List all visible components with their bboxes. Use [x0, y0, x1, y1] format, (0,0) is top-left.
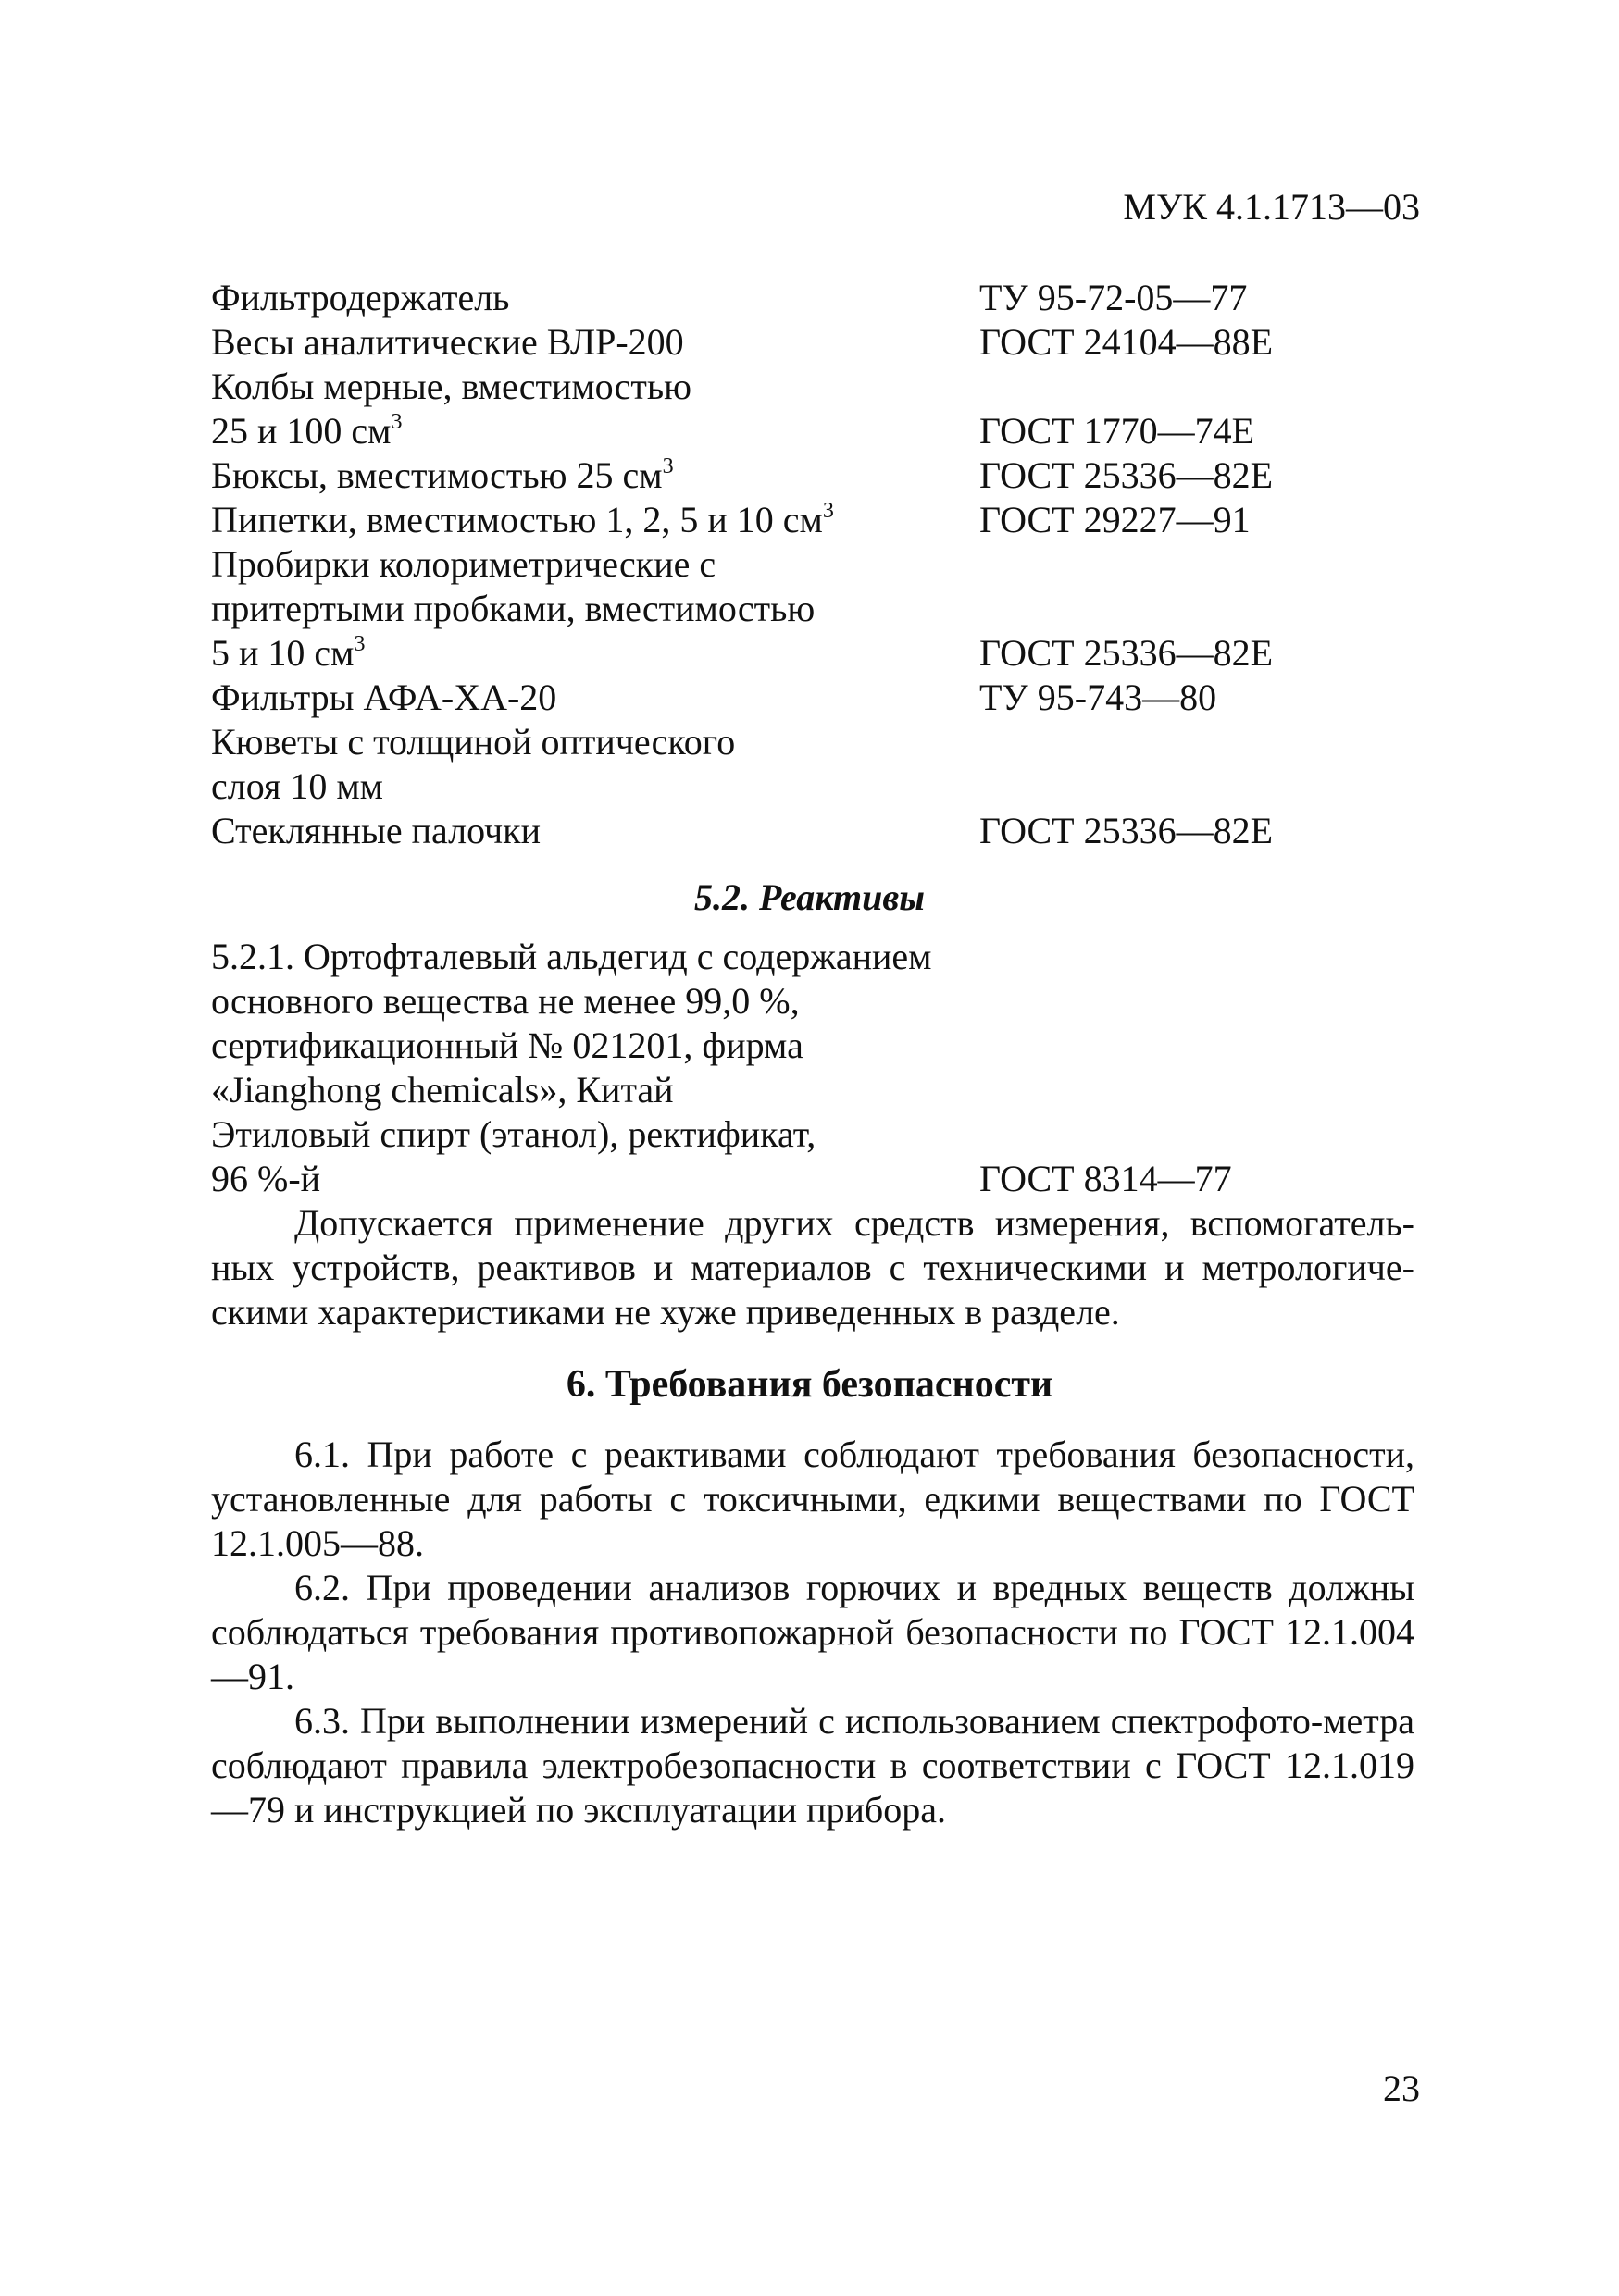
- equipment-standard: ТУ 95-72-05—77: [979, 277, 1248, 318]
- superscript: 3: [822, 499, 834, 523]
- equipment-name: Пробирки колориметрические с: [211, 543, 716, 585]
- safety-paragraph-3: 6.3. При выполнении измерений с использованием спектрофото-метра соблюдают правила электробезопасности в соответствии с ГОСТ 12.1.019—79 и инструкцией по эксплуатации прибора.: [211, 1700, 1414, 1831]
- equipment-row: [211, 542, 1414, 587]
- equipment-name: слоя 10 мм: [211, 765, 383, 807]
- equipment-standard: ТУ 95-743—80: [979, 676, 1217, 718]
- reagent-row: [211, 1157, 1414, 1201]
- page-number: 23: [1383, 2067, 1420, 2109]
- equipment-row: [211, 409, 1414, 453]
- equipment-name: 25 и 100 $см^3$: [211, 410, 403, 452]
- equipment-row: [211, 365, 1414, 409]
- equipment-row: [211, 320, 1414, 365]
- equipment-standard: ГОСТ 25336—82Е: [979, 454, 1274, 496]
- equipment-row: [211, 809, 1414, 853]
- section-heading-safety: 6. Требования безопасности: [566, 1363, 1053, 1406]
- equipment-name: 5 и 10 $см^3$: [211, 632, 366, 674]
- equipment-name: Колбы мерные, вместимостью: [211, 366, 692, 407]
- reagent-row: [211, 979, 1414, 1024]
- equipment-standard: ГОСТ 25336—82Е: [979, 810, 1274, 851]
- equipment-name: Весы аналитические ВЛР-200: [211, 321, 684, 363]
- equipment-row: [211, 498, 1414, 542]
- reagent-name: сертификационный № 021201, фирма: [211, 1024, 803, 1066]
- equipment-row: [211, 676, 1414, 720]
- equipment-row: [211, 276, 1414, 320]
- equipment-name: Стеклянные палочки: [211, 810, 542, 851]
- reagent-name: 5.2.1. Ортофталевый альдегид с содержанием: [211, 936, 932, 977]
- reagent-name: «Jianghong chemicals», Китай: [211, 1069, 674, 1111]
- reagent-name: 96 %-й: [211, 1158, 321, 1199]
- equipment-name: Кюветы с толщиной оптического: [211, 721, 736, 763]
- reagent-standard: ГОСТ 8314—77: [979, 1158, 1232, 1199]
- superscript: 3: [662, 454, 674, 478]
- equipment-standard: ГОСТ 29227—91: [979, 499, 1251, 540]
- reagent-row: [211, 1112, 1414, 1157]
- safety-paragraph-1: 6.1. При работе с реактивами соблюдают требования безопасности, установленные для работы с токсичными, едкими веществами по ГОСТ 12.1.005—88.: [211, 1433, 1414, 1564]
- reagent-row: [211, 1024, 1414, 1068]
- equipment-row: [211, 764, 1414, 809]
- equipment-name: Бюксы, вместимостью 25 $см^3$: [211, 454, 674, 496]
- equipment-row: [211, 720, 1414, 764]
- equipment-list: [211, 276, 1414, 853]
- reagents-list: [211, 935, 1414, 1201]
- equipment-name: Пипетки, вместимостью 1, 2, 5 и 10 $см^3$: [211, 499, 834, 540]
- equipment-standard: ГОСТ 24104—88Е: [979, 321, 1274, 363]
- page-header: МУК 4.1.1713—03: [1123, 186, 1420, 228]
- subsection-heading-reagents: 5.2. Реактивы: [694, 876, 925, 918]
- reagent-name: основного вещества не менее 99,0 %,: [211, 980, 800, 1022]
- safety-paragraph-2: 6.2. При проведении анализов горючих и вредных веществ должны соблюдаться требования противопожарной безопасности по ГОСТ 12.1.004—91.: [211, 1567, 1414, 1697]
- substitution-note: Допускается применение других средств измерения, вспомогатель-ных устройств, реактивов и материалов с техническими и метрологиче-скими характеристиками не хуже приведенных в разделе.: [211, 1202, 1414, 1333]
- reagent-name: Этиловый спирт (этанол), ректификат,: [211, 1113, 816, 1155]
- superscript: 3: [391, 410, 403, 434]
- equipment-standard: ГОСТ 1770—74Е: [979, 410, 1255, 452]
- reagent-row: [211, 935, 1414, 979]
- superscript: 3: [354, 632, 366, 656]
- equipment-name: притертыми пробками, вместимостью: [211, 588, 816, 629]
- equipment-standard: ГОСТ 25336—82Е: [979, 632, 1274, 674]
- equipment-row: [211, 631, 1414, 676]
- equipment-name: Фильтры АФА-ХА-20: [211, 676, 557, 718]
- reagent-row: [211, 1068, 1414, 1112]
- equipment-row: [211, 587, 1414, 631]
- equipment-name: Фильтродержатель: [211, 277, 510, 318]
- equipment-row: [211, 453, 1414, 498]
